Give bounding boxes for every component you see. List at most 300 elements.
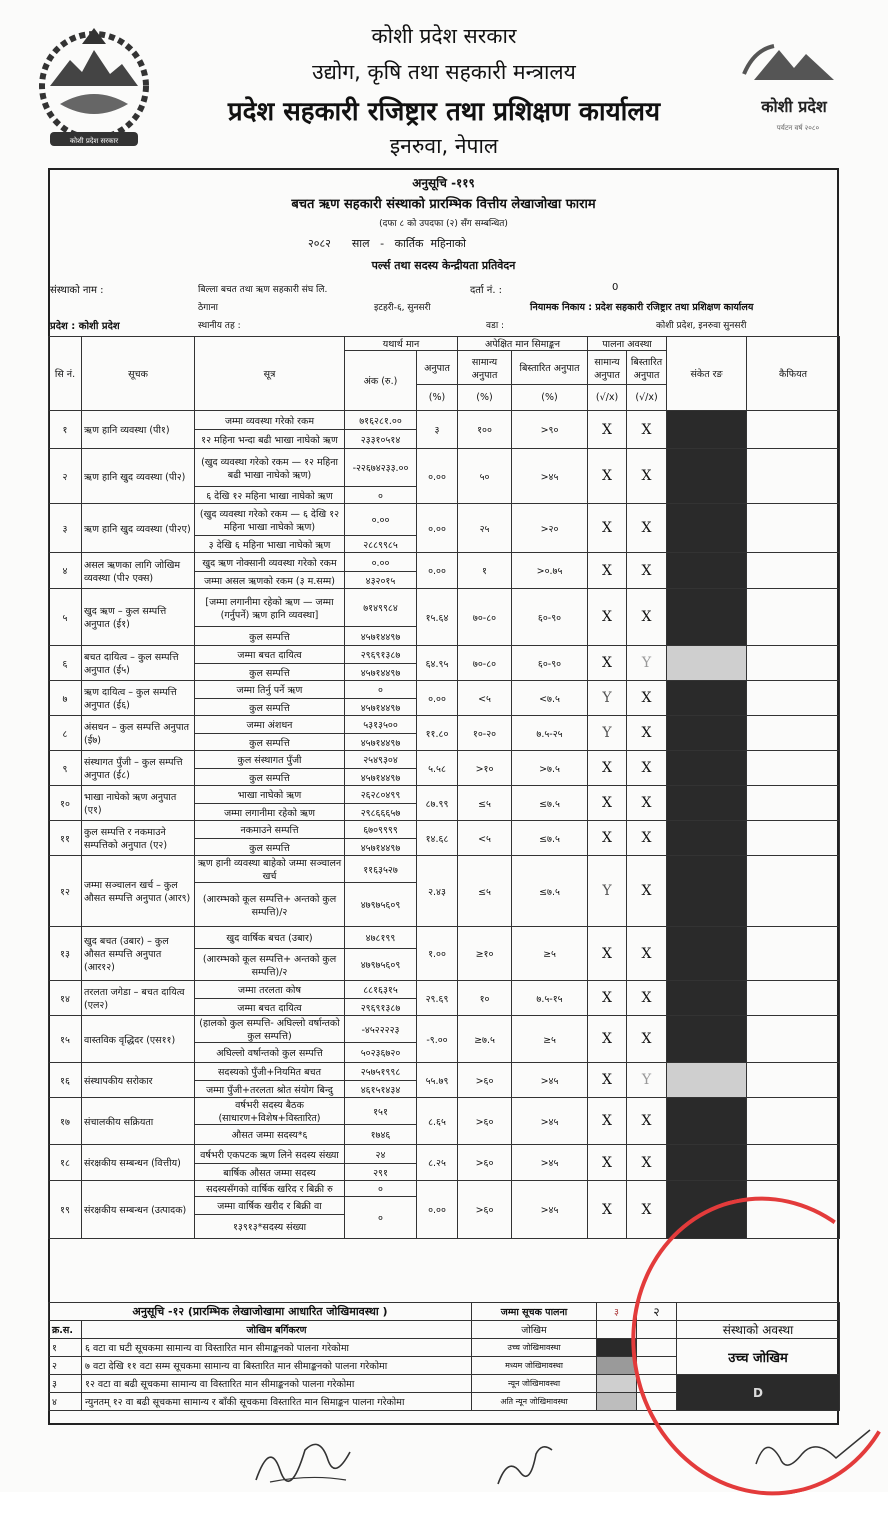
- month-value: कार्तिक: [394, 237, 424, 250]
- row-formula: सदस्यको पुँजी+नियमित बचत: [195, 1063, 345, 1081]
- summary-total-detail: २: [637, 1303, 677, 1321]
- row-indicator: संस्थागत पुँजी – कुल सम्पत्ति अनुपात (ई८): [82, 751, 195, 786]
- row-signal-color: [667, 411, 747, 449]
- table-row: [49, 553, 840, 572]
- row-ratio: ०.००: [417, 553, 458, 589]
- summary-row-sn: ४: [49, 1393, 82, 1411]
- row-formula: नकमाउने सम्पत्ति: [195, 821, 345, 839]
- form-title: बचत ऋण सहकारी संस्थाको प्रारम्भिक वित्तीय लेखाजोखा फाराम: [291, 197, 596, 212]
- row-detail-compliance: X: [627, 1181, 667, 1239]
- row-remarks: [747, 646, 840, 681]
- registration-value: 0: [612, 282, 619, 293]
- row-formula: जम्मा तरलता कोष: [195, 981, 345, 999]
- header-detail-ratio: बिस्तारित अनुपात: [512, 351, 588, 385]
- header-detail-text: बिस्तारित: [630, 356, 663, 368]
- row-indicator: भाखा नाघेको ऋण अनुपात (ए१): [82, 786, 195, 821]
- row-detail-compliance: X: [627, 716, 667, 751]
- row-formula: जम्मा व्यवस्था गरेको रकम: [195, 411, 345, 430]
- row-normal-compliance: X: [588, 1098, 627, 1145]
- row-normal-limit: >६०: [458, 1098, 512, 1145]
- row-signal-color: [667, 856, 747, 927]
- header-indicator: सूचक: [82, 337, 195, 411]
- row-indicator: असल ऋणका लागि जोखिम व्यवस्था (पी२ एक्स): [82, 553, 195, 589]
- row-signal-color: [667, 716, 747, 751]
- row-detail-compliance: X: [627, 1016, 667, 1063]
- row-amount: ०.००: [345, 504, 417, 536]
- row-sn: १६: [49, 1063, 82, 1098]
- row-amount: १५१: [345, 1098, 417, 1125]
- pearls-indicator-table: [48, 336, 840, 1239]
- table-row: [49, 1098, 840, 1125]
- row-detail-compliance: X: [627, 821, 667, 856]
- row-amount: ८८१६३१५: [345, 981, 417, 999]
- row-formula: (खुद व्यवस्था गरेको रकम — ६ देखि १२ महिना भाखा नाघेको ऋण): [195, 504, 345, 536]
- row-amount: ०: [345, 1197, 417, 1239]
- table-row: [49, 1145, 840, 1164]
- header-pct-ratio: (%): [417, 385, 458, 411]
- row-detail-compliance: X: [627, 553, 667, 589]
- row-indicator: संरक्षकीय सम्बन्धन (उत्पादक): [82, 1181, 195, 1239]
- row-normal-limit: <५: [458, 681, 512, 716]
- address-value: इटहरी-६, सुनसरी: [374, 303, 431, 313]
- row-amount: २९१: [345, 1164, 417, 1181]
- row-formula: कुल सम्पत्ति: [195, 839, 345, 856]
- row-formula: जम्मा लगानीमा रहेको ऋण: [195, 804, 345, 821]
- header-normal-ratio: सामान्य अनुपात: [458, 351, 512, 385]
- row-normal-limit: >६०: [458, 1063, 512, 1098]
- row-normal-limit: २५: [458, 504, 512, 553]
- row-normal-limit: >१०: [458, 751, 512, 786]
- row-indicator: संस्थापकीय सरोकार: [82, 1063, 195, 1098]
- row-formula: जम्मा असल ऋणको रकम (३ म.सम्म): [195, 572, 345, 589]
- table-row: [49, 716, 840, 734]
- row-normal-limit: ७०-८०: [458, 646, 512, 681]
- row-signal-color: [667, 751, 747, 786]
- row-normal-compliance: Y: [588, 856, 627, 927]
- summary-row-shade: [597, 1393, 637, 1411]
- row-detail-limit: >४५: [512, 449, 588, 504]
- row-ratio: ८.२५: [417, 1145, 458, 1181]
- header-tick-normal: (√/x): [588, 385, 627, 411]
- row-amount: २९६९१३८७: [345, 646, 417, 664]
- row-detail-compliance: X: [627, 1098, 667, 1145]
- row-detail-compliance: X: [627, 504, 667, 553]
- header-detail-ratio-text: अनुपात: [633, 369, 660, 381]
- row-formula: जम्मा वार्षिक खरीद र बिक्री वा: [195, 1197, 345, 1215]
- header-pct-normal: (%): [458, 385, 512, 411]
- svg-text:पर्यटन वर्ष २०८०: पर्यटन वर्ष २०८०: [776, 124, 820, 132]
- header-tick-detail: (√/x): [627, 385, 667, 411]
- row-amount: ०: [345, 1181, 417, 1197]
- table-row: [49, 856, 840, 883]
- row-amount: २८८९९८५: [345, 536, 417, 553]
- header-line-office: प्रदेश सहकारी रजिष्ट्रार तथा प्रशिक्षण कार्यालय: [227, 97, 661, 127]
- row-normal-limit: >६०: [458, 1145, 512, 1181]
- letterhead: [0, 0, 888, 170]
- table-row: [49, 981, 840, 999]
- row-amount: १७४६: [345, 1125, 417, 1145]
- row-sn: १२: [49, 856, 82, 927]
- row-sn: १३: [49, 927, 82, 981]
- row-normal-compliance: X: [588, 927, 627, 981]
- row-detail-compliance: X: [627, 449, 667, 504]
- row-signal-color: [667, 1098, 747, 1145]
- row-normal-compliance: X: [588, 646, 627, 681]
- row-sn: १८: [49, 1145, 82, 1181]
- signature-1-icon: [250, 1430, 360, 1490]
- row-sn: १०: [49, 786, 82, 821]
- institution-status: उच्च जोखिम: [677, 1339, 840, 1375]
- row-ratio: ५५.७९: [417, 1063, 458, 1098]
- row-remarks: [747, 1016, 840, 1063]
- row-normal-compliance: Y: [588, 681, 627, 716]
- table-row: [49, 751, 840, 769]
- summary-col-class: जोखिम बर्गिकरण: [82, 1321, 472, 1339]
- row-normal-limit: ७०-८०: [458, 589, 512, 646]
- row-ratio: ८७.९९: [417, 786, 458, 821]
- header-sn: सि नं.: [49, 337, 82, 411]
- row-amount: ०: [345, 487, 417, 504]
- row-indicator: संरक्षकीय सम्बन्धन (वित्तीय): [82, 1145, 195, 1181]
- report-title: पर्ल्स तथा सदस्य केन्द्रीयता प्रतिवेदन: [371, 259, 516, 272]
- row-normal-compliance: X: [588, 1181, 627, 1239]
- table-row: [49, 1181, 840, 1197]
- row-formula: १३९१३*सदस्य संख्या: [195, 1215, 345, 1239]
- row-normal-limit: >६०: [458, 1181, 512, 1239]
- row-sn: ७: [49, 681, 82, 716]
- row-detail-limit: <७.५: [512, 681, 588, 716]
- row-sn: ३: [49, 504, 82, 553]
- row-signal-color: [667, 981, 747, 1016]
- row-normal-limit: ≤५: [458, 786, 512, 821]
- row-formula: ३ देखि ६ महिना भाखा नाघेको ऋण: [195, 536, 345, 553]
- row-signal-color: [667, 504, 747, 553]
- summary-row-risk: अति न्यून जोखिमावस्था: [472, 1393, 597, 1411]
- row-detail-limit: >७.५: [512, 751, 588, 786]
- row-sn: ८: [49, 716, 82, 751]
- row-amount: ०.००: [345, 553, 417, 572]
- row-amount: -२२६७४२३३.००: [345, 449, 417, 487]
- row-remarks: [747, 411, 840, 449]
- row-detail-limit: ≤७.५: [512, 856, 588, 927]
- row-remarks: [747, 821, 840, 856]
- header-line-government: कोशी प्रदेश सरकार: [371, 24, 517, 48]
- annex-title: अनुसूचि -११९: [412, 176, 475, 190]
- row-amount: ०: [345, 681, 417, 699]
- row-formula: वर्षभरी सदस्य बैठक (साधारण+विशेष+विस्तारित): [195, 1098, 345, 1125]
- local-level-label: स्थानीय तह :: [198, 321, 241, 331]
- row-indicator: वास्तविक वृद्धिदर (एस११): [82, 1016, 195, 1063]
- regulator-name: नियामक निकाय : प्रदेश सहकारी रजिष्ट्रार तथा प्रशिक्षण कार्यालय: [530, 302, 754, 313]
- summary-row-text: न्युनतम् १२ वा बढी सूचकमा सामान्य र बाँकी सूचकमा विस्तारित मान सिमाङ्कन पालना गरेकोमा: [82, 1393, 472, 1411]
- row-amount: २६२८०४९९: [345, 786, 417, 804]
- regulator-address: कोशी प्रदेश, इनरुवा सुनसरी: [656, 321, 747, 331]
- row-detail-compliance: X: [627, 1145, 667, 1181]
- row-signal-color: [667, 449, 747, 504]
- summary-row-text: ६ वटा वा घटी सूचकमा सामान्य वा विस्तारित मान सीमाङ्कनको पालना गरेकोमा: [82, 1339, 472, 1357]
- row-formula: ६ देखि १२ महिना भाखा नाघेको ऋण: [195, 487, 345, 504]
- row-amount: ४५७१४४९७: [345, 734, 417, 751]
- row-remarks: [747, 449, 840, 504]
- summary-row-sn: २: [49, 1357, 82, 1375]
- row-indicator: अंसधन – कुल सम्पत्ति अनुपात (ई७): [82, 716, 195, 751]
- row-detail-compliance: Y: [627, 1063, 667, 1098]
- row-normal-compliance: X: [588, 589, 627, 646]
- row-normal-limit: १००: [458, 411, 512, 449]
- row-normal-compliance: X: [588, 449, 627, 504]
- row-remarks: [747, 1063, 840, 1098]
- row-remarks: [747, 553, 840, 589]
- row-detail-compliance: X: [627, 589, 667, 646]
- row-normal-compliance: X: [588, 504, 627, 553]
- header-amount: अंक (रु.): [345, 351, 417, 411]
- row-amount: ४५७१४४९७: [345, 769, 417, 786]
- row-detail-compliance: X: [627, 981, 667, 1016]
- row-normal-limit: <५: [458, 821, 512, 856]
- summary-row-sn: १: [49, 1339, 82, 1357]
- header-pct-detail: (%): [512, 385, 588, 411]
- period-dash: -: [380, 237, 385, 250]
- row-detail-limit: >९०: [512, 411, 588, 449]
- province-label: प्रदेश : कोशी प्रदेश: [50, 321, 120, 332]
- row-detail-compliance: Y: [627, 646, 667, 681]
- row-signal-color: [667, 1145, 747, 1181]
- row-amount: ६७०९९९९: [345, 821, 417, 839]
- header-signal: संकेत रङ: [667, 337, 747, 411]
- row-amount: ४५७१४४९७: [345, 627, 417, 646]
- row-formula: (हालको कुल सम्पत्ति- अघिल्लो वर्षान्तको कुल सम्पत्ति): [195, 1016, 345, 1043]
- header-normal-ratio-text: अनुपात: [594, 369, 620, 381]
- row-detail-compliance: X: [627, 411, 667, 449]
- koshi-province-logo-icon: [734, 40, 854, 140]
- row-amount: २५७५१९९८: [345, 1063, 417, 1081]
- row-normal-compliance: X: [588, 553, 627, 589]
- header-remarks: कैफियत: [747, 337, 840, 411]
- row-amount: ५०२३६७२०: [345, 1043, 417, 1063]
- row-normal-compliance: X: [588, 1016, 627, 1063]
- row-normal-compliance: Y: [588, 716, 627, 751]
- row-ratio: १५.६४: [417, 589, 458, 646]
- table-row: [49, 1063, 840, 1081]
- row-indicator: खुद बचत (उबार) – कुल औसत सम्पत्ति अनुपात (आर१२): [82, 927, 195, 981]
- row-ratio: ३: [417, 411, 458, 449]
- summary-row-risk: मध्यम जोखिमावस्था: [472, 1357, 597, 1375]
- summary-total-normal: ३: [597, 1303, 637, 1321]
- row-normal-limit: १०-२०: [458, 716, 512, 751]
- row-formula: कुल सम्पत्ति: [195, 664, 345, 681]
- row-remarks: [747, 856, 840, 927]
- row-formula: बार्षिक औसत जम्मा सदस्य: [195, 1164, 345, 1181]
- summary-col-sn: क्र.स.: [49, 1321, 82, 1339]
- row-remarks: [747, 927, 840, 981]
- row-signal-color: [667, 646, 747, 681]
- row-formula: जम्मा तिर्नु पर्ने ऋण: [195, 681, 345, 699]
- header-compliance: पालना अवस्था: [588, 337, 667, 351]
- row-formula: खुद वार्षिक बचत (उबार): [195, 927, 345, 949]
- row-remarks: [747, 716, 840, 751]
- header-formula: सूत्र: [195, 337, 345, 411]
- row-ratio: ०.००: [417, 681, 458, 716]
- row-detail-limit: ≥५: [512, 1016, 588, 1063]
- row-indicator: संचालकीय सक्रियता: [82, 1098, 195, 1145]
- summary-row-risk: उच्च जोखिमावस्था: [472, 1339, 597, 1357]
- row-formula: भाखा नाघेको ऋण: [195, 786, 345, 804]
- year-label: साल: [351, 237, 370, 250]
- address-label: ठेगाना: [198, 303, 218, 313]
- summary-row-text: १२ वटा वा बढी सूचकमा सामान्य वा विस्तारित मान सीमाङ्कनको पालना गरेकोमा: [82, 1375, 472, 1393]
- row-detail-compliance: X: [627, 856, 667, 927]
- row-formula: (खुद व्यवस्था गरेको रकम — १२ महिना बढी भाखा नाघेको ऋण): [195, 449, 345, 487]
- row-signal-color: [667, 821, 747, 856]
- header-ratio: अनुपात: [417, 351, 458, 385]
- row-formula: कुल सम्पत्ति: [195, 627, 345, 646]
- row-normal-limit: ≥७.५: [458, 1016, 512, 1063]
- row-normal-limit: ≥१०: [458, 927, 512, 981]
- svg-text:कोशी प्रदेश सरकार: कोशी प्रदेश सरकार: [69, 137, 119, 145]
- row-detail-compliance: X: [627, 927, 667, 981]
- row-detail-compliance: X: [627, 681, 667, 716]
- row-signal-color: [667, 553, 747, 589]
- row-normal-limit: ५०: [458, 449, 512, 504]
- row-amount: २५४९३०४: [345, 751, 417, 769]
- row-signal-color: [667, 786, 747, 821]
- row-ratio: ८.६५: [417, 1098, 458, 1145]
- table-row: [49, 927, 840, 949]
- row-formula: जम्मा बचत दायित्व: [195, 999, 345, 1016]
- row-detail-limit: >४५: [512, 1145, 588, 1181]
- row-amount: ४५७१४४९७: [345, 699, 417, 716]
- row-normal-limit: १: [458, 553, 512, 589]
- row-signal-color: [667, 1063, 747, 1098]
- row-indicator: तरलता जगेडा – बचत दायित्व (एल२): [82, 981, 195, 1016]
- table-row: [49, 504, 840, 536]
- summary-title: अनुसूचि -१२ (प्रारम्भिक लेखाजोखामा आधारित जोखिमावस्था ): [49, 1303, 472, 1321]
- row-detail-limit: >४५: [512, 1063, 588, 1098]
- row-formula: जम्मा अंशधन: [195, 716, 345, 734]
- row-amount: ४५७१४४९७: [345, 839, 417, 856]
- row-formula: ऋण हानी व्यवस्था बाहेको जम्मा सञ्चालन खर्च: [195, 856, 345, 883]
- row-normal-compliance: X: [588, 1063, 627, 1098]
- header-line-location: इनरुवा, नेपाल: [389, 134, 499, 158]
- year-value: २०८२: [308, 237, 331, 250]
- row-remarks: [747, 589, 840, 646]
- row-signal-color: [667, 681, 747, 716]
- row-normal-limit: ≤५: [458, 856, 512, 927]
- row-amount: ५३१३५००: [345, 716, 417, 734]
- row-formula: खुद ऋण नोक्सानी व्यवस्था गरेको रकम: [195, 553, 345, 572]
- form-subtitle: (दफा ८ को उपदफा (२) सँग सम्बन्धित): [379, 219, 508, 229]
- row-normal-compliance: X: [588, 751, 627, 786]
- table-row: [49, 449, 840, 487]
- summary-row-shade: [597, 1357, 637, 1375]
- row-amount: ११६३५२७: [345, 856, 417, 883]
- header-line-ministry: उद्योग, कृषि तथा सहकारी मन्त्रालय: [312, 60, 576, 84]
- row-formula: कुल सम्पत्ति: [195, 699, 345, 716]
- row-ratio: -९.००: [417, 1016, 458, 1063]
- row-sn: ११: [49, 821, 82, 856]
- institution-status-mark: D: [677, 1375, 840, 1411]
- row-amount: ४५७१४४९७: [345, 664, 417, 681]
- row-ratio: ०.००: [417, 1181, 458, 1239]
- row-sn: १९: [49, 1181, 82, 1239]
- row-formula: (आरम्भको कूल सम्पत्ति+ अन्तको कुल सम्पत्ति)/२: [195, 883, 345, 927]
- row-remarks: [747, 1098, 840, 1145]
- row-sn: ६: [49, 646, 82, 681]
- row-formula: सदस्यसँगको वार्षिक खरिद र बिक्री रु: [195, 1181, 345, 1197]
- header-actual: यथार्थ मान: [345, 337, 458, 351]
- org-name-label: संस्थाको नाम :: [50, 285, 104, 296]
- row-detail-limit: ७.५-२५: [512, 716, 588, 751]
- row-remarks: [747, 504, 840, 553]
- row-detail-limit: >४५: [512, 1098, 588, 1145]
- table-row: [49, 1016, 840, 1043]
- table-row: [49, 821, 840, 839]
- row-amount: २४: [345, 1145, 417, 1164]
- row-amount: २३३१०५१४: [345, 430, 417, 449]
- row-detail-limit: ≤७.५: [512, 821, 588, 856]
- row-sn: १४: [49, 981, 82, 1016]
- row-remarks: [747, 751, 840, 786]
- row-formula: (आरम्भको कूल सम्पत्ति+ अन्तको कुल सम्पत्ति)/२: [195, 949, 345, 981]
- row-formula: जम्मा बचत दायित्व: [195, 646, 345, 664]
- row-formula: कुल सम्पत्ति: [195, 734, 345, 751]
- row-indicator: जम्मा सञ्चालन खर्च – कुल औसत सम्पत्ति अनुपात (आर९): [82, 856, 195, 927]
- row-formula: १२ महिना भन्दा बढी भाखा नाघेको ऋण: [195, 430, 345, 449]
- row-detail-compliance: X: [627, 751, 667, 786]
- row-indicator: ऋण हानि खुद व्यवस्था (पी२): [82, 449, 195, 504]
- row-detail-limit: ६०-९०: [512, 589, 588, 646]
- row-formula: जम्मा पुँजी+तरलता श्रोत संयोग बिन्दु: [195, 1081, 345, 1098]
- row-sn: ५: [49, 589, 82, 646]
- row-signal-color: [667, 589, 747, 646]
- header-normal: [588, 351, 627, 385]
- table-row: [49, 589, 840, 627]
- row-normal-limit: १०: [458, 981, 512, 1016]
- row-amount: ७१६२८१.००: [345, 411, 417, 430]
- report-period: [308, 236, 466, 251]
- row-amount: ४६१५१४३४: [345, 1081, 417, 1098]
- row-sn: १७: [49, 1098, 82, 1145]
- row-amount: ७१४९९८४: [345, 589, 417, 627]
- row-detail-limit: >४५: [512, 1181, 588, 1239]
- row-sn: २: [49, 449, 82, 504]
- row-detail-limit: ७.५-१५: [512, 981, 588, 1016]
- row-ratio: १४.६८: [417, 821, 458, 856]
- row-remarks: [747, 981, 840, 1016]
- row-remarks: [747, 1145, 840, 1181]
- row-formula: कुल सम्पत्ति: [195, 769, 345, 786]
- row-normal-compliance: X: [588, 786, 627, 821]
- row-indicator: ऋण दायित्व – कुल सम्पत्ति अनुपात (ई६): [82, 681, 195, 716]
- table-row: [49, 786, 840, 804]
- summary-row-risk: न्यून जोखिमावस्था: [472, 1375, 597, 1393]
- row-normal-compliance: X: [588, 1145, 627, 1181]
- row-signal-color: [667, 927, 747, 981]
- org-name-value: बिल्ला बचत तथा ऋण सहकारी संघ लि.: [198, 285, 328, 295]
- row-ratio: ५.५८: [417, 751, 458, 786]
- header-detail: [627, 351, 667, 385]
- row-formula: कुल संस्थागत पुँजी: [195, 751, 345, 769]
- summary-row-shade: [597, 1375, 637, 1393]
- summary-total-label: जम्मा सूचक पालना: [472, 1303, 597, 1321]
- row-formula: [जम्मा लगानीमा रहेको ऋण — जम्मा (गर्नुपर्ने) ऋण हानि व्यवस्था]: [195, 589, 345, 627]
- signature-2-icon: [490, 1436, 560, 1492]
- summary-row-text: ७ वटा देखि ११ वटा सम्म सूचकमा सामान्य वा बिस्तारित मान सीमाङ्कनको पालना गरेकोमा: [82, 1357, 472, 1375]
- row-amount: २९८६६६५७: [345, 804, 417, 821]
- summary-row-sn: ३: [49, 1375, 82, 1393]
- row-signal-color: [667, 1016, 747, 1063]
- row-sn: ९: [49, 751, 82, 786]
